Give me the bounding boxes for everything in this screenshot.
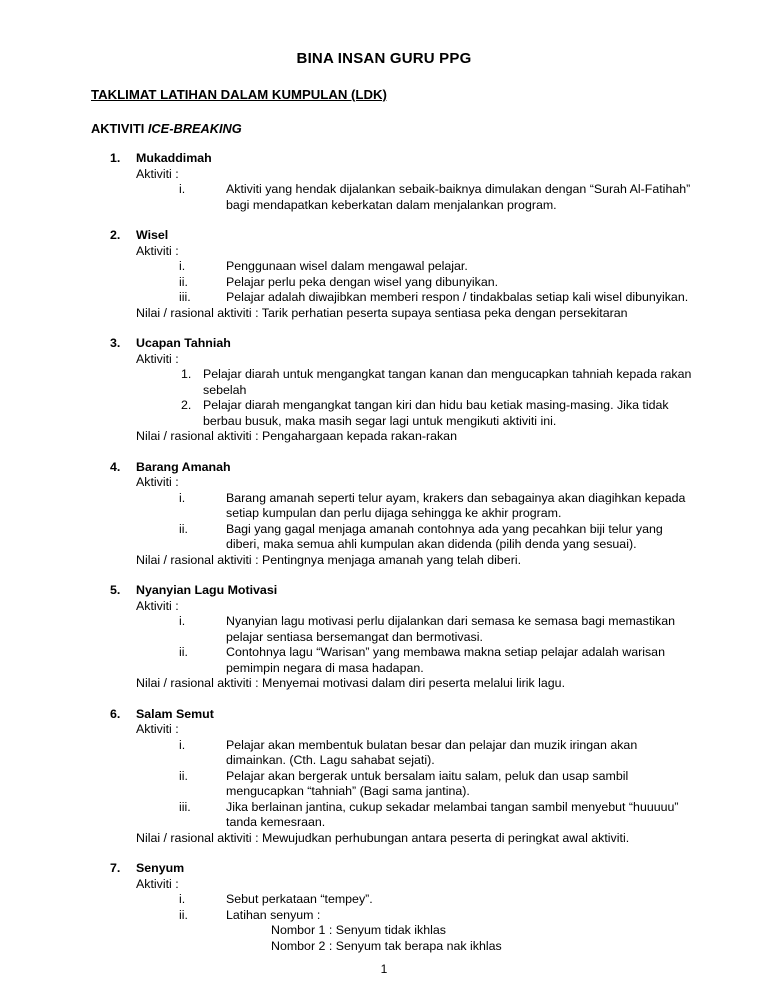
aktiviti-label: Aktiviti : — [136, 876, 179, 891]
aktiviti-label: Aktiviti : — [136, 722, 179, 736]
activity-name: ICE-BREAKING — [147, 121, 242, 136]
section-barang-amanah — [0, 460, 768, 569]
item-text: Penggunaan wisel dalam mengawal pelajar. — [226, 259, 468, 273]
item-text: Nyanyian lagu motivasi perlu dijalankan dari semasa ke semasa bagi memastikan pelajar sentiasa bersemangat dan bermotivasi. — [226, 614, 676, 644]
section-number: 4. — [110, 459, 121, 474]
section-nyanyian-lagu-motivasi — [0, 583, 768, 692]
nilai-rasional: Nilai / rasional aktiviti : Pengahargaan kepada rakan-rakan — [136, 429, 457, 443]
item-marker: iii. — [179, 799, 191, 814]
item-marker: 1. — [181, 367, 192, 381]
section-number: 7. — [110, 861, 121, 875]
item-text: Contohnya lagu “Warisan” yang membawa makna setiap pelajar adalah warisan pemimpin negara di masa hadapan. — [226, 645, 665, 675]
aktiviti-label: Aktiviti : — [136, 243, 179, 258]
aktiviti-label: Aktiviti : — [136, 475, 179, 489]
section-heading — [0, 583, 768, 599]
item-text: Sebut perkataan “tempey”. — [226, 892, 373, 906]
document-title: BINA INSAN GURU PPG — [296, 50, 472, 67]
page-number: 1 — [380, 962, 388, 976]
item-marker: ii. — [179, 521, 188, 536]
section-title: Senyum — [136, 861, 185, 875]
aktiviti-label: Aktiviti : — [136, 166, 179, 181]
list-item — [0, 367, 693, 398]
item-text: Pelajar diarah mengangkat tangan kiri dan hidu bau ketiak masing-masing. Jika tidak berbau busuk, maka masih segar lagi untuk mengikuti aktiviti ini. — [203, 398, 669, 428]
sub-list-item: Nombor 2 : Senyum tak berapa nak ikhlas — [271, 938, 502, 953]
section-title: Nyanyian Lagu Motivasi — [136, 583, 278, 597]
section-senyum — [0, 861, 768, 954]
section-number: 5. — [110, 583, 121, 597]
item-marker: 2. — [181, 398, 192, 412]
section-title: Mukaddimah — [136, 151, 212, 165]
list-item — [0, 800, 696, 831]
list-item — [0, 182, 696, 213]
section-heading — [0, 460, 768, 476]
item-text: Barang amanah seperti telur ayam, krakers dan sebagainya akan diagihkan kepada setiap kumpulan dan perlu dijaga sehingga ke akhir program. — [226, 490, 686, 520]
nilai-rasional: Nilai / rasional aktiviti : Tarik perhatian peserta supaya sentiasa peka dengan persekitaran — [136, 305, 628, 320]
list-item — [0, 769, 696, 800]
list-item — [0, 908, 696, 924]
sub-list-item: Nombor 1 : Senyum tidak ikhlas — [271, 923, 446, 937]
item-marker: ii. — [179, 907, 188, 922]
item-marker: i. — [179, 737, 186, 752]
list-item — [0, 275, 696, 291]
list-item — [0, 614, 696, 645]
section-heading — [0, 861, 768, 877]
item-marker: i. — [179, 259, 186, 273]
item-text: Pelajar akan membentuk bulatan besar dan pelajar dan muzik iringan akan dimainkan. (Cth. Lagu sahabat sejati). — [226, 737, 638, 767]
section-heading — [0, 228, 768, 244]
item-marker: i. — [179, 490, 186, 505]
section-mukaddimah — [0, 151, 768, 213]
nilai-rasional: Nilai / rasional aktiviti : Pentingnya menjaga amanah yang telah diberi. — [136, 552, 522, 567]
nilai-rasional: Nilai / rasional aktiviti : Mewujudkan perhubungan antara peserta di peringkat awal aktiviti. — [136, 830, 630, 845]
item-marker: ii. — [179, 274, 188, 289]
section-title: Ucapan Tahniah — [136, 336, 231, 350]
list-item — [0, 290, 696, 306]
activity-heading — [91, 121, 242, 137]
section-heading — [0, 336, 768, 352]
item-marker: i. — [179, 614, 186, 628]
section-number: 2. — [110, 228, 121, 242]
section-number: 6. — [110, 706, 121, 721]
aktiviti-label: Aktiviti : — [136, 351, 179, 366]
section-wisel — [0, 228, 768, 321]
nilai-rasional: Nilai / rasional aktiviti : Menyemai motivasi dalam diri peserta melalui lirik lagu. — [136, 676, 566, 690]
section-number: 1. — [110, 151, 121, 165]
briefing-heading: TAKLIMAT LATIHAN DALAM KUMPULAN (LDK) — [91, 87, 387, 102]
item-marker: iii. — [179, 290, 191, 304]
list-item — [0, 398, 693, 429]
item-marker: ii. — [179, 645, 188, 659]
item-text: Pelajar perlu peka dengan wisel yang dibunyikan. — [226, 274, 499, 289]
section-title: Barang Amanah — [136, 459, 231, 474]
section-heading — [0, 707, 768, 723]
item-text: Latihan senyum : — [226, 907, 321, 922]
section-salam-semut — [0, 707, 768, 847]
item-marker: ii. — [179, 768, 188, 783]
item-marker: i. — [179, 182, 186, 196]
section-title: Wisel — [136, 228, 169, 242]
section-heading — [0, 151, 768, 167]
list-item — [0, 892, 696, 908]
item-text: Pelajar akan bergerak untuk bersalam iaitu salam, peluk dan usap sambil mengucapkan “tahniah” (Bagi sama jantina). — [226, 768, 629, 798]
list-item — [0, 738, 696, 769]
aktiviti-label: Aktiviti : — [136, 598, 179, 613]
item-text: Aktiviti yang hendak dijalankan sebaik-baiknya dimulakan dengan “Surah Al-Fatihah” bagi mendapatkan keberkatan dalam menjalankan program. — [226, 182, 691, 212]
section-list — [0, 151, 768, 954]
item-text: Bagi yang gagal menjaga amanah contohnya ada yang pecahkan biji telur yang diberi, maka semua ahli kumpulan akan didenda (pilih denda yang sesuai). — [226, 521, 663, 551]
list-item — [0, 491, 696, 522]
item-marker: i. — [179, 892, 186, 906]
list-item — [0, 522, 696, 553]
activity-prefix: AKTIVITI — [91, 121, 148, 136]
section-number: 3. — [110, 336, 121, 350]
item-text: Pelajar adalah diwajibkan memberi respon / tindakbalas setiap kali wisel dibunyikan. — [226, 290, 689, 304]
list-item — [0, 259, 696, 275]
item-text: Pelajar diarah untuk mengangkat tangan kanan dan mengucapkan tahniah kepada rakan sebelah — [203, 367, 692, 397]
item-text: Jika berlainan jantina, cukup sekadar melambai tangan sambil menyebut “huuuuu” tanda kemesraan. — [226, 799, 679, 829]
section-ucapan-tahniah — [0, 336, 768, 445]
section-title: Salam Semut — [136, 706, 214, 721]
list-item — [0, 645, 696, 676]
